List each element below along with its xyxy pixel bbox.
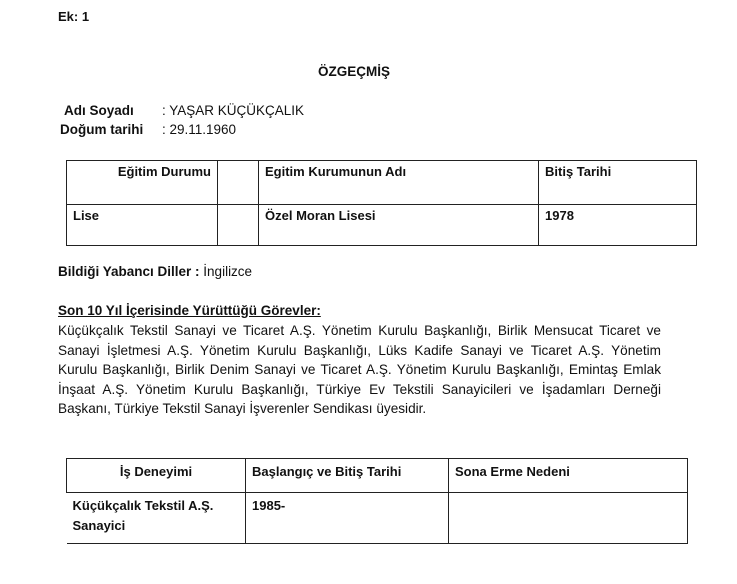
languages-value: İngilizce [199,264,253,279]
education-end-date: 1978 [539,205,697,246]
duties-paragraph: Küçükçalık Tekstil Sanayi ve Ticaret A.Ş. Yönetim Kurulu Başkanlığı, Birlik Mensucat Ticaret ve Sanayi İşletmesi A.Ş. Yönetim Kurulu Başkanlığı, Lüks Kadife Sanayi ve Ticaret A.Ş. Yönetim Kurulu Başkanlığı, Birlik Denim Sanayi ve Ticaret A.Ş. Yönetim Kurulu Başkanlığı, Emintaş Emlak İnşaat A.Ş. Yönetim Kurulu Başkanlığı, Türkiye Ev Tekstili Sanayicileri ve İşadamları Derneği Başkanı, Türkiye Tekstil Sanayi İşverenler Sendikası üyesidir. [58,323,661,417]
work-header-experience: İş Deneyimi [67,459,246,493]
work-header-reason: Sona Erme Nedeni [449,459,688,493]
work-experience-table [66,458,688,544]
annex-label: Ek: 1 [58,9,90,24]
birthdate-label: Doğum tarihi [60,122,144,137]
page-title: ÖZGEÇMİŞ [318,64,391,79]
duties-heading: Son 10 Yıl İçerisinde Yürüttüğü Görevler: [58,303,321,318]
education-table [66,160,697,246]
education-level: Lise [67,205,218,246]
table-row [67,205,697,246]
education-header-level: Eğitim Durumu [67,161,218,205]
work-end-reason [449,493,688,544]
work-dates: 1985- [246,493,449,544]
education-institution: Özel Moran Lisesi [259,205,539,246]
birthdate-value: : 29.11.1960 [162,122,237,137]
languages-label: Bildiği Yabancı Diller : [58,264,200,279]
education-empty [218,205,259,246]
work-header-dates: Başlangıç ve Bitiş Tarihi [246,459,449,493]
name-label: Adı Soyadı [64,103,134,118]
education-header-row [67,161,697,205]
name-value: : YAŞAR KÜÇÜKÇALIK [162,103,305,118]
table-row [67,493,688,544]
work-header-row [67,459,688,493]
languages-line [58,264,252,279]
work-experience: Küçükçalık Tekstil A.Ş. Sanayici [67,493,246,544]
education-header-empty [218,161,259,205]
education-header-end-date: Bitiş Tarihi [539,161,697,205]
education-header-institution: Egitim Kurumunun Adı [259,161,539,205]
